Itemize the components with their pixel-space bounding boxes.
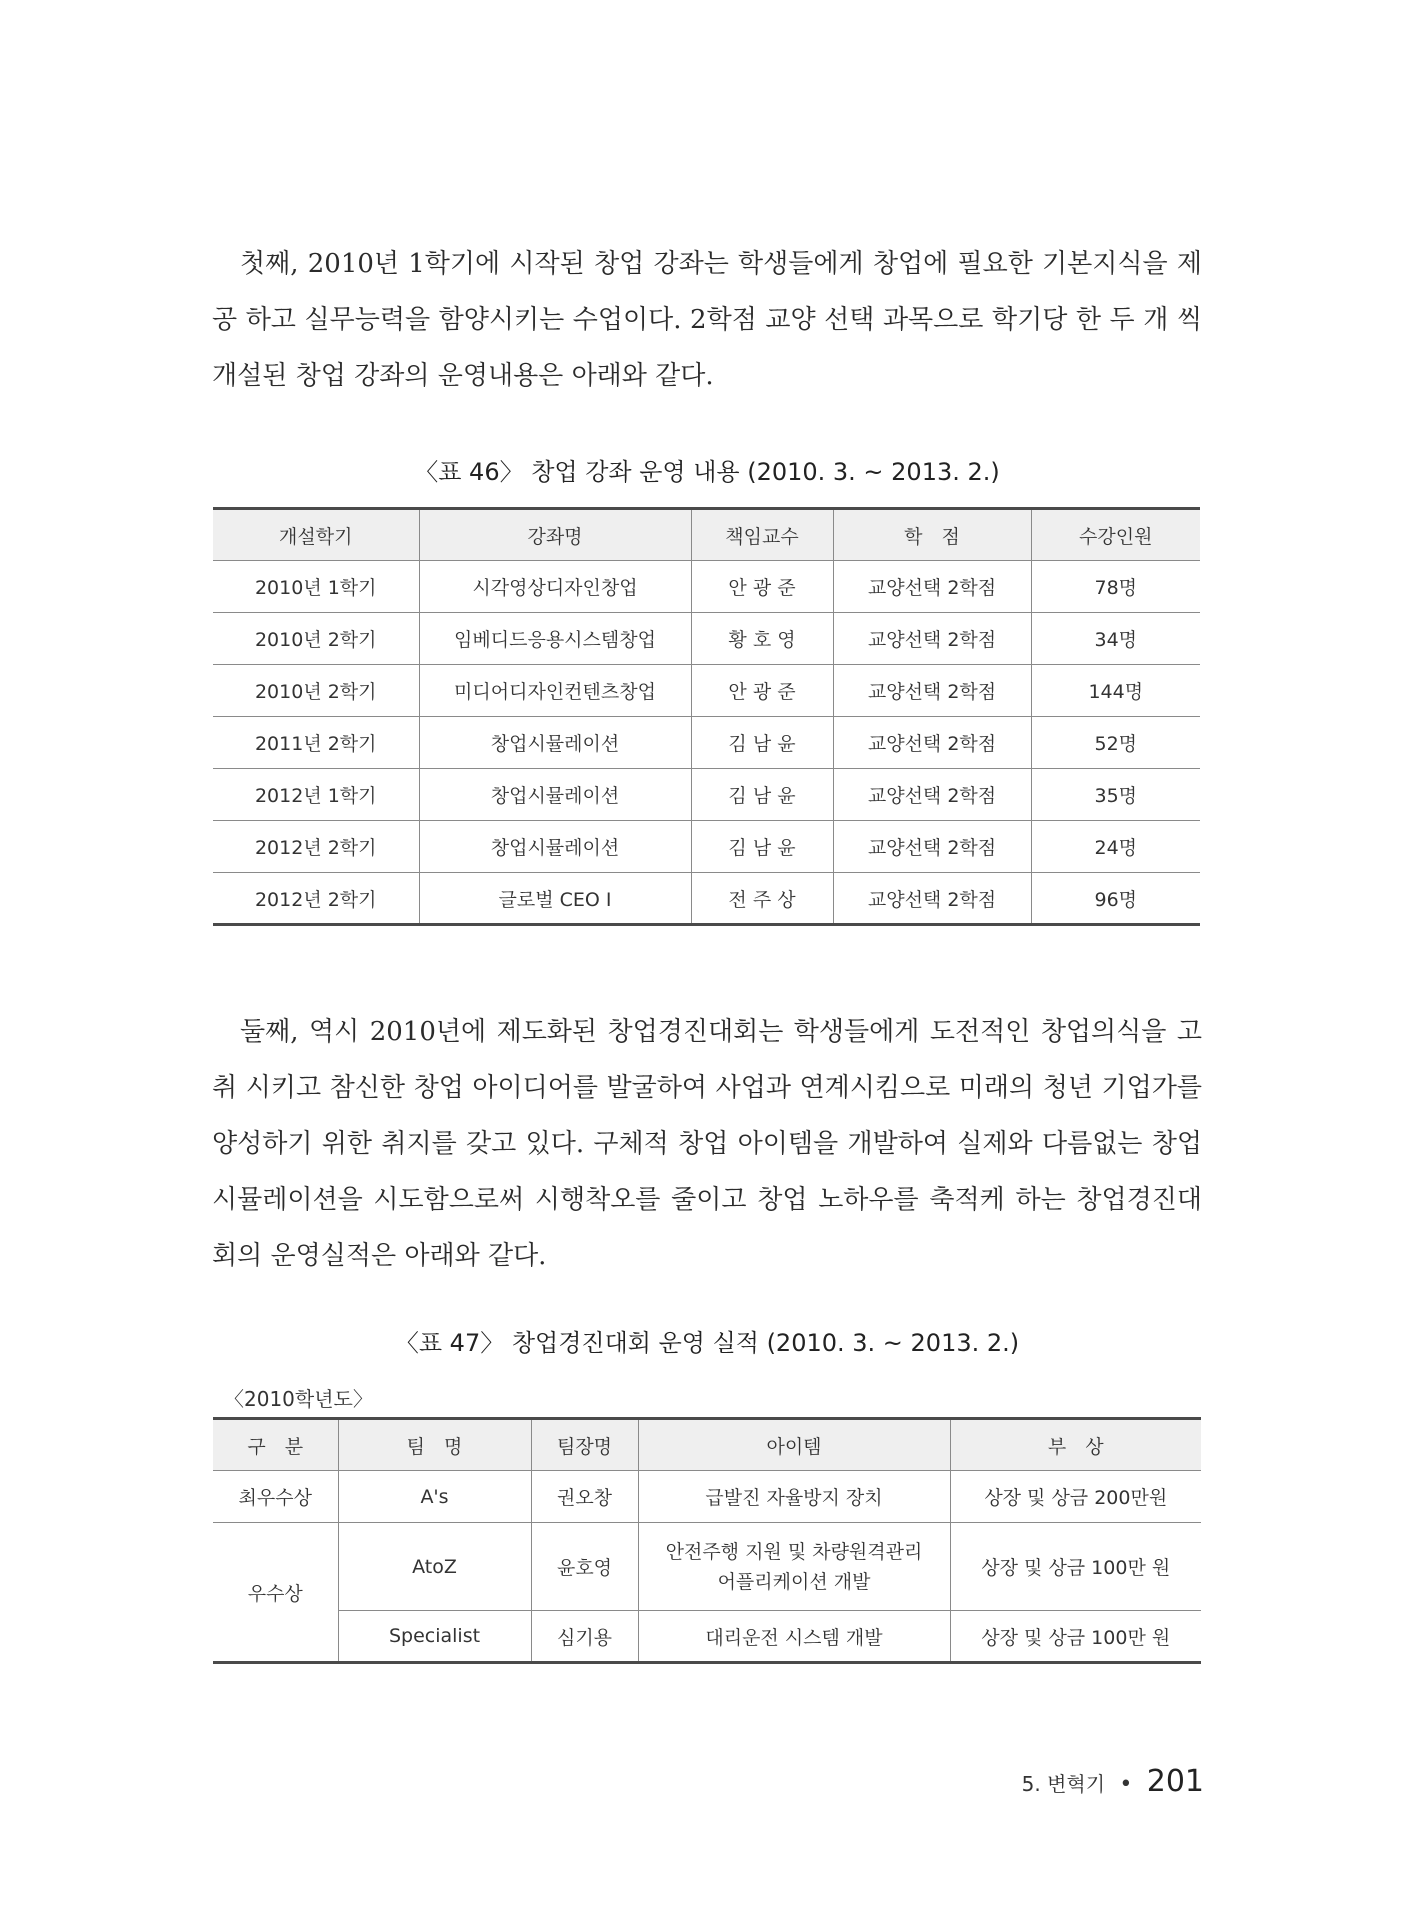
cell-enrollment: 52명 — [1031, 717, 1200, 769]
footer-separator: • — [1119, 1772, 1133, 1797]
table-46-caption: 〈표 46〉 창업 강좌 운영 내용 (2010. 3. ~ 2013. 2.) — [414, 458, 1000, 486]
paragraph-line: 양성하기 위한 취지를 갖고 있다. 구체적 창업 아이템을 개발하여 실제와 다름없는 창업 — [212, 1129, 1202, 1159]
table-row — [213, 717, 1200, 769]
cell-prize: 상장 및 상금 100만 원 — [950, 1611, 1201, 1663]
table-46-startup-courses — [213, 507, 1200, 926]
table-header-row — [213, 509, 1200, 561]
paragraph-line: 개설된 창업 강좌의 운영내용은 아래와 같다. — [212, 361, 714, 391]
cell-enrollment: 144명 — [1031, 665, 1200, 717]
cell-professor: 황 호 영 — [691, 613, 833, 665]
cell-leader: 심기용 — [531, 1611, 638, 1663]
table-row — [213, 769, 1200, 821]
cell-semester: 2012년 2학기 — [213, 873, 419, 925]
cell-item-line: 안전주행 지원 및 차량원격관리 — [665, 1540, 923, 1563]
cell-professor: 김 남 윤 — [691, 769, 833, 821]
table-47-competition-results — [213, 1417, 1201, 1664]
cell-enrollment: 96명 — [1031, 873, 1200, 925]
table-row — [213, 1611, 1201, 1663]
column-header-course: 강좌명 — [419, 509, 691, 561]
cell-course: 창업시뮬레이션 — [419, 769, 691, 821]
table-row — [213, 613, 1200, 665]
cell-enrollment: 24명 — [1031, 821, 1200, 873]
cell-leader: 권오창 — [531, 1471, 638, 1523]
cell-credits: 교양선택 2학점 — [833, 665, 1031, 717]
cell-semester: 2011년 2학기 — [213, 717, 419, 769]
column-header-prize: 부 상 — [950, 1419, 1201, 1471]
cell-credits: 교양선택 2학점 — [833, 613, 1031, 665]
cell-credits: 교양선택 2학점 — [833, 873, 1031, 925]
cell-semester: 2010년 2학기 — [213, 665, 419, 717]
cell-credits: 교양선택 2학점 — [833, 561, 1031, 613]
column-header-credits: 학 점 — [833, 509, 1031, 561]
page-footer — [1022, 1764, 1204, 1799]
cell-team: A's — [338, 1471, 531, 1523]
cell-category: 최우수상 — [213, 1471, 338, 1523]
column-header-item: 아이템 — [638, 1419, 950, 1471]
table-row — [213, 561, 1200, 613]
cell-enrollment: 78명 — [1031, 561, 1200, 613]
cell-credits: 교양선택 2학점 — [833, 717, 1031, 769]
page-number: 201 — [1146, 1764, 1204, 1799]
cell-semester: 2012년 2학기 — [213, 821, 419, 873]
cell-item — [638, 1523, 950, 1611]
cell-course: 임베디드응용시스템창업 — [419, 613, 691, 665]
paragraph-line: 첫째, 2010년 1학기에 시작된 창업 강좌는 학생들에게 창업에 필요한 기본지식을 제공 — [212, 249, 1202, 335]
cell-category: 우수상 — [213, 1523, 338, 1663]
table-row — [213, 873, 1200, 925]
table-row — [213, 1523, 1201, 1611]
column-header-professor: 책임교수 — [691, 509, 833, 561]
cell-enrollment: 34명 — [1031, 613, 1200, 665]
paragraph-intro-competition — [212, 1004, 1202, 1284]
cell-prize: 상장 및 상금 100만 원 — [950, 1523, 1201, 1611]
paragraph-line: 시키고 참신한 창업 아이디어를 발굴하여 사업과 연계시킴으로 미래의 청년 기업가를 — [245, 1073, 1203, 1103]
cell-professor: 김 남 윤 — [691, 717, 833, 769]
cell-credits: 교양선택 2학점 — [833, 769, 1031, 821]
cell-professor: 안 광 준 — [691, 561, 833, 613]
paragraph-line: 둘째, 역시 2010년에 제도화된 창업경진대회는 학생들에게 도전적인 창업의식을 고취 — [212, 1017, 1202, 1103]
cell-item: 대리운전 시스템 개발 — [638, 1611, 950, 1663]
column-header-semester: 개설학기 — [213, 509, 419, 561]
table-47-year-label: 〈2010학년도〉 — [224, 1387, 373, 1411]
table-row — [213, 821, 1200, 873]
cell-semester: 2010년 1학기 — [213, 561, 419, 613]
cell-item: 급발진 자율방지 장치 — [638, 1471, 950, 1523]
table-row — [213, 1471, 1201, 1523]
paragraph-line: 시뮬레이션을 시도함으로써 시행착오를 줄이고 창업 노하우를 축적케 하는 창업경진대 — [212, 1185, 1202, 1215]
table-row — [213, 665, 1200, 717]
cell-professor: 안 광 준 — [691, 665, 833, 717]
column-header-leader: 팀장명 — [531, 1419, 638, 1471]
column-header-enrollment: 수강인원 — [1031, 509, 1200, 561]
cell-enrollment: 35명 — [1031, 769, 1200, 821]
table-47-caption: 〈표 47〉 창업경진대회 운영 실적 (2010. 3. ~ 2013. 2.) — [394, 1329, 1020, 1357]
footer-section-title: 5. 변혁기 — [1021, 1772, 1106, 1796]
cell-semester: 2012년 1학기 — [213, 769, 419, 821]
cell-course: 시각영상디자인창업 — [419, 561, 691, 613]
cell-team: AtoZ — [338, 1523, 531, 1611]
cell-course: 창업시뮬레이션 — [419, 717, 691, 769]
cell-semester: 2010년 2학기 — [213, 613, 419, 665]
paragraph-intro-courses — [212, 236, 1202, 404]
cell-course: 창업시뮬레이션 — [419, 821, 691, 873]
column-header-category: 구 분 — [213, 1419, 338, 1471]
cell-course: 글로벌 CEO Ⅰ — [419, 873, 691, 925]
cell-item-line: 어플리케이션 개발 — [717, 1570, 871, 1593]
cell-professor: 김 남 윤 — [691, 821, 833, 873]
cell-prize: 상장 및 상금 200만원 — [950, 1471, 1201, 1523]
table-header-row — [213, 1419, 1201, 1471]
cell-professor: 전 주 상 — [691, 873, 833, 925]
cell-course: 미디어디자인컨텐츠창업 — [419, 665, 691, 717]
cell-credits: 교양선택 2학점 — [833, 821, 1031, 873]
paragraph-line: 회의 운영실적은 아래와 같다. — [212, 1241, 547, 1271]
cell-leader: 윤호영 — [531, 1523, 638, 1611]
paragraph-line: 하고 실무능력을 함양시키는 수업이다. 2학점 교양 선택 과목으로 학기당 한 두 개 씩 — [245, 305, 1203, 335]
cell-team: Specialist — [338, 1611, 531, 1663]
column-header-team: 팀 명 — [338, 1419, 531, 1471]
